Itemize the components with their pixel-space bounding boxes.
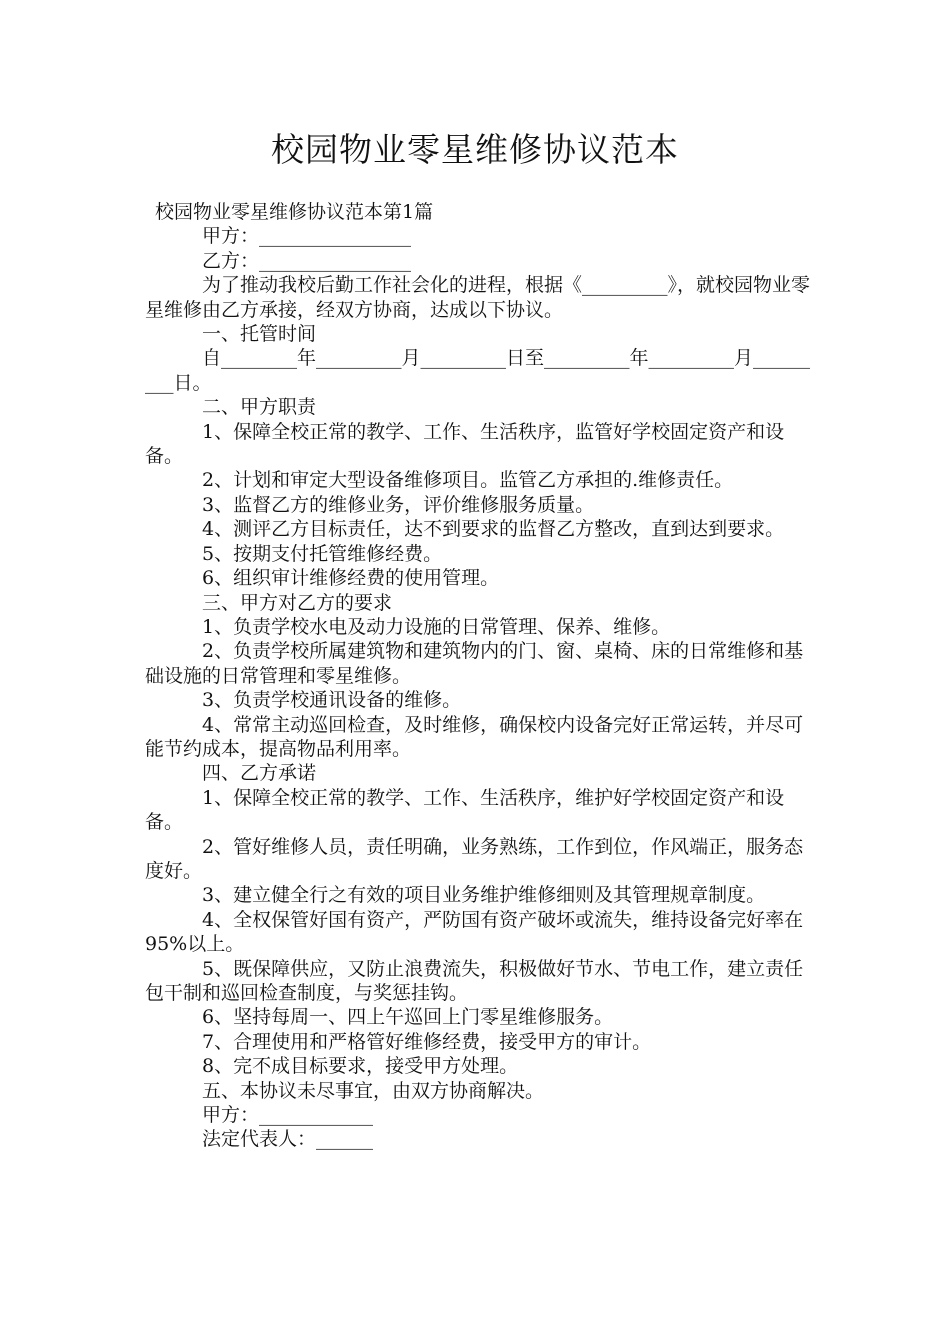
clause-heading: 一、托管时间 (202, 323, 317, 346)
clause-item: 1、负责学校水电及动力设施的日常管理、保养、维修。 (202, 615, 671, 638)
clause-item: 6、组织审计维修经费的使用管理。 (202, 567, 500, 590)
clause-item: 1、保障全校正常的教学、工作、生活秩序，维护好学校固定资产和设备。 (145, 786, 785, 834)
party-a-line: 甲方：________________ (202, 225, 412, 248)
clause-item: 2、计划和审定大型设备维修项目。监管乙方承担的.维修责任。 (202, 469, 734, 492)
preamble-paragraph: 为了推动我校后勤工作社会化的进程，根据《_________》，就校园物业零星维修由乙方承接，经双方协商，达成以下协议。 (145, 274, 811, 321)
clause-item: 1、保障全校正常的教学、工作、生活秩序，监管好学校固定资产和设备。 (145, 420, 785, 468)
clause-item: 3、负责学校通讯设备的维修。 (202, 689, 462, 712)
document-body (145, 200, 813, 1152)
clause-item: 3、监督乙方的维修业务，评价维修服务质量。 (202, 493, 595, 516)
clause-item: 7、合理使用和严格管好维修经费，接受甲方的审计。 (202, 1030, 652, 1053)
clause-item: 5、按期支付托管维修经费。 (202, 542, 443, 565)
section-heading: 校园物业零星维修协议范本第1篇 (155, 201, 434, 223)
term-dates-paragraph: 自________年_________月_________日至_________年_________月_________日。 (145, 347, 811, 394)
clause-item: 4、全权保管好国有资产，严防国有资产破坏或流失，维持设备完好率在95%以上。 (145, 908, 804, 956)
clause-item: 5、既保障供应，又防止浪费流失，积极做好节水、节电工作，建立责任包干制和巡回检查制度，与奖惩挂钩。 (145, 957, 804, 1004)
clause-item: 6、坚持每周一、四上午巡回上门零星维修服务。 (202, 1006, 614, 1029)
clause-item: 8、完不成目标要求，接受甲方处理。 (202, 1055, 519, 1078)
party-b-line: 乙方：________________ (202, 249, 412, 272)
clause-item: 3、建立健全行之有效的项目业务维护维修细则及其管理规章制度。 (202, 884, 766, 907)
clause-heading: 五、本协议未尽事宜，由双方协商解决。 (202, 1079, 545, 1102)
clause-heading: 三、甲方对乙方的要求 (202, 591, 393, 614)
signature-party-a: 甲方：____________ (202, 1104, 374, 1127)
clause-heading: 二、甲方职责 (202, 396, 317, 419)
clause-heading: 四、乙方承诺 (202, 762, 317, 785)
clause-item: 2、管好维修人员，责任明确，业务熟练，工作到位，作风端正，服务态度好。 (145, 835, 804, 882)
signature-legal-rep: 法定代表人：______ (202, 1128, 374, 1151)
clause-item: 4、常常主动巡回检查，及时维修，确保校内设备完好正常运转，并尽可能节约成本，提高物品利用率。 (145, 713, 804, 760)
document-title: 校园物业零星维修协议范本 (271, 130, 679, 169)
clause-item: 4、测评乙方目标责任，达不到要求的监督乙方整改，直到达到要求。 (202, 518, 785, 541)
clause-item: 2、负责学校所属建筑物和建筑物内的门、窗、桌椅、床的日常维修和基础设施的日常管理和零星维修。 (145, 640, 804, 687)
